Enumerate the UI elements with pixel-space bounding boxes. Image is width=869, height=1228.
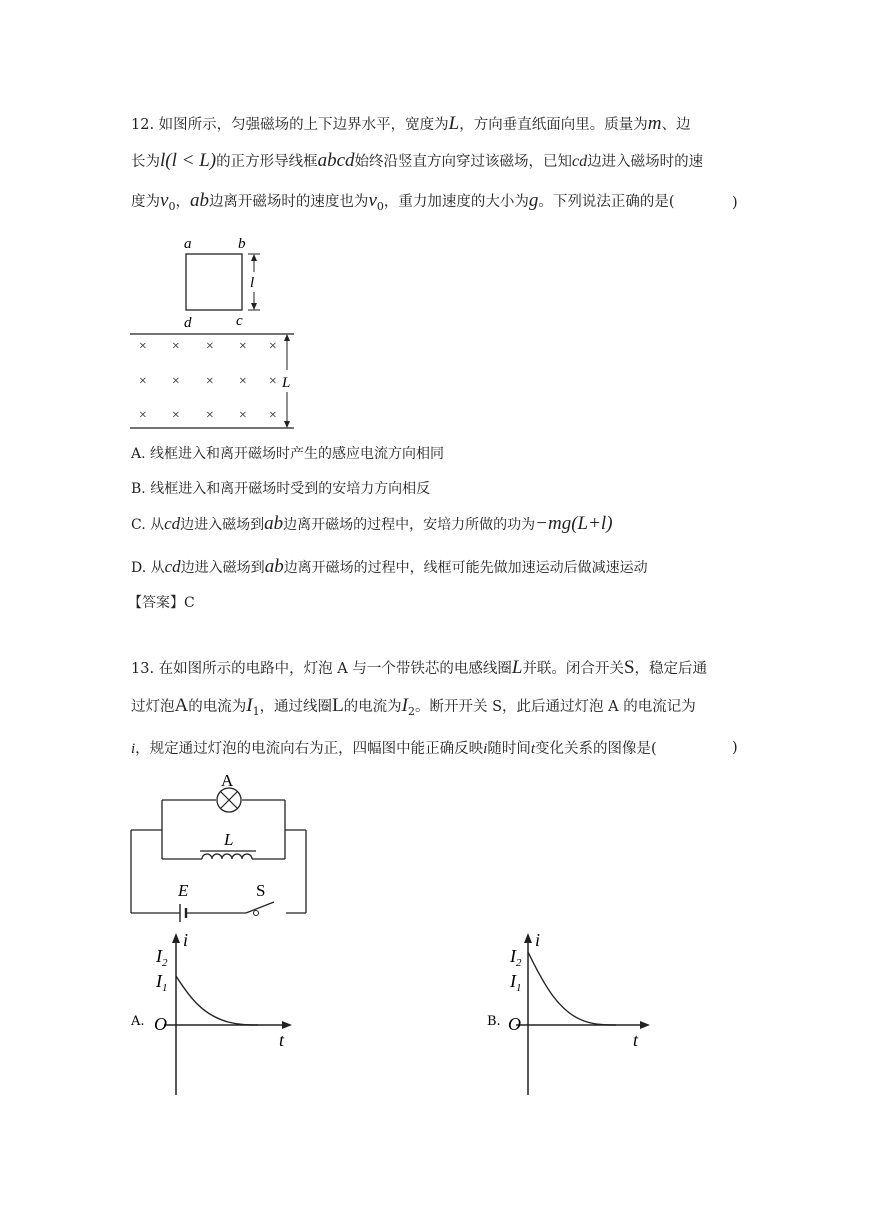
math-cd: cd [572,153,588,170]
math-i: i [483,741,488,757]
q13-circuit [128,766,310,918]
math-ab: ab [264,556,284,577]
field-cross: × [238,408,248,423]
option-c [131,513,613,535]
option-a: A. 线框进入和离开磁场时产生的感应电流方向相同 [131,446,445,462]
math-condition: l(l < L) [160,150,217,171]
math-sub: 1 [252,704,260,718]
origin-label: O [508,1014,521,1034]
answer-key: 【答案】C [128,595,195,611]
q13-text: 13. 在如图所示的电路中，灯泡 A 与一个带铁芯的电感线圈 [131,661,512,677]
label-b: b [238,236,246,252]
math-sub: 0 [376,199,384,213]
field-cross: × [268,408,278,423]
label-L: L [282,375,291,391]
math-g: g [528,190,539,211]
field-cross: × [238,374,248,389]
q12-text: 始终沿竖直方向穿过该磁场，已知 [354,154,573,170]
math-t: t [530,741,536,757]
arrow-head [172,933,180,943]
decay-curve [176,976,258,1025]
field-cross: × [205,374,215,389]
graph-label: A. [131,1014,145,1029]
q12-text: ，重力加速度的大小为 [383,194,529,210]
field-cross: × [205,408,215,423]
label-l: l [250,275,255,291]
field-cross: × [171,339,181,354]
option-text: D. 从 [131,560,165,576]
switch-label: S [256,881,266,900]
axis-label-t: t [279,1030,285,1050]
switch-icon [246,902,274,913]
q12-text: 度为 [131,194,160,210]
lamp-label: A [221,771,234,790]
field-cross: × [238,339,248,354]
q13-text: ，规定通过灯泡的电流向右为正，四幅图中能正确反映 [135,741,484,757]
origin-label: O [154,1014,167,1034]
math-cd: cd [164,514,181,533]
field-cross: × [138,339,148,354]
q13-text: 变化关系的图像是( [535,741,657,757]
arrow-head [640,1021,650,1029]
q13-text: 过灯泡 [131,699,175,715]
tick-label-I1: $I_1$ [510,971,522,994]
math-A: A [174,695,189,716]
graph-b [484,930,654,1100]
q13-text: ，稳定后通 [634,661,708,677]
option-text: 边进入磁场到 [180,560,265,576]
q13-text: 随时间 [487,741,531,757]
arrow-head [284,421,290,428]
q12-text: 、边 [661,117,691,133]
math-v0: v [368,190,377,211]
decay-curve [528,952,616,1025]
q12-text: 。下列说法正确的是( [538,194,675,210]
label-c: c [236,313,243,329]
arrow-head [284,334,290,341]
label-d: d [184,315,192,331]
q13-text: 的电流为 [343,699,402,715]
square-frame [186,254,242,310]
field-cross: × [171,408,181,423]
math-cd: cd [164,557,181,576]
option-text: C. 从 [131,517,165,533]
q12-figure [128,232,298,432]
tick-label-I2: $I_2$ [156,946,168,969]
answer-bracket: ) [732,195,738,211]
math-i: i [131,741,136,757]
math-abcd: abcd [317,150,355,171]
axis-label-i: i [535,930,541,950]
q12-line-2 [131,150,703,172]
field-cross: × [171,374,181,389]
q13-line-3 [131,737,657,758]
q12-text: 边离开磁场时的速度也为 [208,194,369,210]
option-text: 边离开磁场的过程中，安培力所做的功为 [283,517,536,533]
arrow-head [251,303,257,310]
q12-text: 12. 如图所示，匀强磁场的上下边界水平，宽度为 [131,117,449,133]
tick-label-I1: $I_1$ [156,971,168,994]
math-m: m [647,113,662,134]
graph-label: B. [487,1014,501,1029]
tick-label-I2: $I_2$ [510,946,522,969]
q12-text: ，方向垂直纸面向里。质量为 [459,117,648,133]
switch-icon [254,911,259,916]
battery-label: E [178,881,189,900]
math-L: L [448,113,460,134]
math-work-expression: −mg(L+l) [535,513,613,534]
option-b: B. 线框进入和离开磁场时受到的安培力方向相反 [131,481,431,497]
math-ab: ab [189,190,209,211]
q13-text: 。断开开关 S，此后通过灯泡 A 的电流记为 [415,699,696,715]
q13-line-1 [131,657,707,679]
math-L: L [511,657,523,678]
q12-text: 边进入磁场时的速 [587,154,704,170]
q12-text: 长为 [131,154,160,170]
q13-line-2 [131,695,696,718]
math-v0: v [160,190,169,211]
math-L-roman: L [332,695,344,716]
option-d [131,556,648,578]
axis-label-i: i [183,930,189,950]
q12-text: 的正方形导线框 [216,154,318,170]
q13-text: 并联。闭合开关 [522,661,624,677]
field-cross: × [138,374,148,389]
answer-bracket: ) [732,740,738,756]
math-I1: I [246,695,253,716]
option-text: 边离开磁场的过程中，线框可能先做加速运动后做减速运动 [283,560,648,576]
q13-text: ，通过线圈 [259,699,333,715]
q12-text: ， [175,194,190,210]
q12-line-3 [131,190,675,213]
label-a: a [184,236,192,252]
arrow-head [282,1021,292,1029]
math-sub: 0 [168,199,176,213]
q13-text: 的电流为 [188,699,247,715]
option-text: 边进入磁场到 [180,517,265,533]
math-sub: 2 [408,704,415,718]
field-cross: × [268,339,278,354]
arrow-head [251,254,257,261]
arrow-head [524,933,532,943]
q12-line-1 [131,113,690,135]
axis-label-t: t [633,1030,639,1050]
graph-a [128,930,298,1100]
math-S: S [623,657,635,678]
math-I2: I [401,695,408,716]
field-cross: × [268,374,278,389]
math-ab: ab [264,513,284,534]
inductor-label: L [224,830,234,849]
field-cross: × [205,339,215,354]
inductor-coil-icon [202,854,252,859]
field-cross: × [138,408,148,423]
